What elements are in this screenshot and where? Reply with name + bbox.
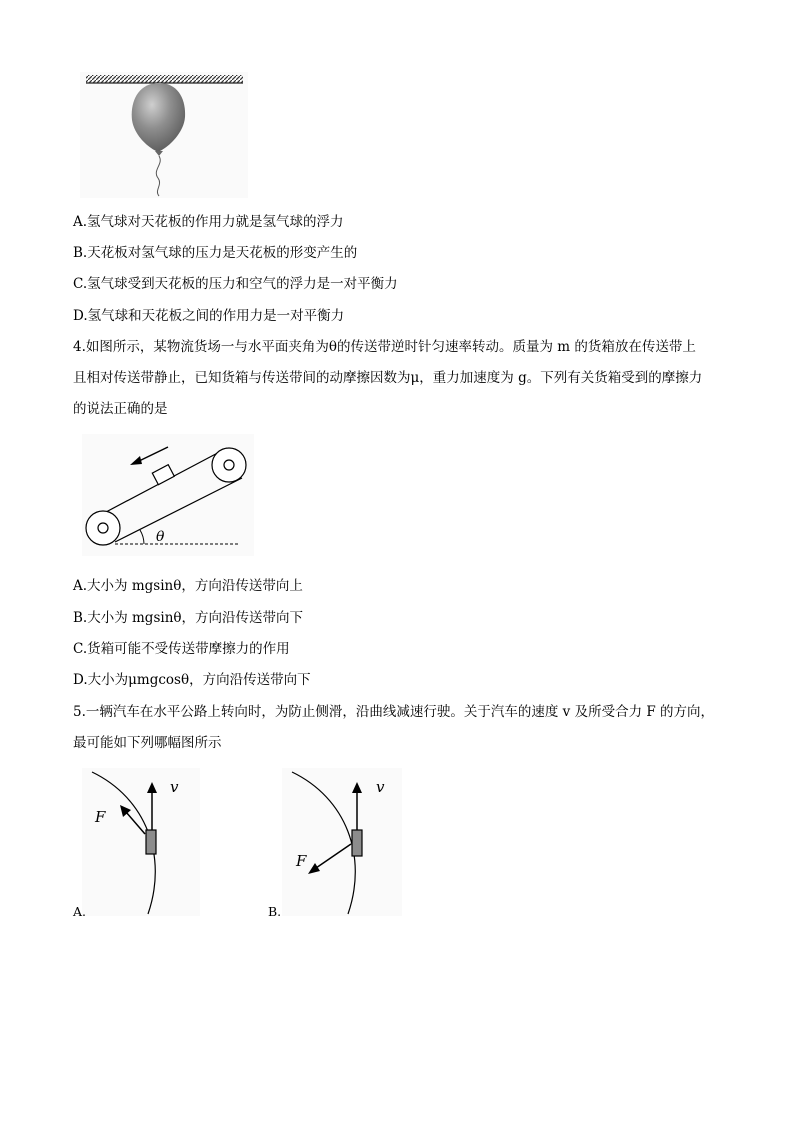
q3-option-c: C.氢气球受到天花板的压力和空气的浮力是一对平衡力 (73, 276, 398, 292)
q5-figure-a-caption: A. (73, 904, 87, 919)
q5-stem-line-2: 最可能如下列哪幅图所示 (73, 735, 222, 751)
q4-option-b: B.大小为 mgsinθ，方向沿传送带向下 (73, 610, 304, 626)
q5-figure-b (282, 768, 402, 916)
q4-option-a: A.大小为 mgsinθ，方向沿传送带向上 (73, 578, 303, 594)
q4-option-d: D.大小为μmgcosθ，方向沿传送带向下 (73, 672, 311, 688)
car (352, 830, 362, 856)
q4-stem-line-2: 且相对传送带静止，已知货箱与传送带间的动摩擦因数为μ，重力加速度为 g。下列有关货箱受到的摩擦力 (73, 370, 703, 386)
balloon-figure (80, 72, 248, 198)
q5-figure-a (82, 768, 200, 916)
q3-option-b: B.天花板对氢气球的压力是天花板的形变产生的 (73, 245, 358, 261)
q3-option-d: D.氢气球和天花板之间的作用力是一对平衡力 (73, 308, 345, 324)
f-label: F (95, 808, 106, 826)
v-label: v (376, 778, 385, 796)
q3-option-a: A.氢气球对天花板的作用力就是氢气球的浮力 (73, 214, 344, 230)
upper-roller (212, 448, 246, 482)
conveyor-figure (82, 434, 254, 556)
q5-figure-b-caption: B. (268, 904, 282, 919)
v-label: v (170, 778, 179, 796)
lower-roller (86, 511, 120, 545)
car (146, 830, 156, 854)
theta-label: θ (156, 529, 165, 545)
q5-stem-line-1: 5.一辆汽车在水平公路上转向时，为防止侧滑，沿曲线减速行驶。关于汽车的速度 v 及所受合力 F 的方向， (73, 704, 715, 720)
q4-option-c: C.货箱可能不受传送带摩擦力的作用 (73, 641, 290, 657)
ceiling (86, 75, 243, 83)
f-label: F (296, 852, 307, 870)
q4-stem-line-1: 4.如图所示，某物流货场一与水平面夹角为θ的传送带逆时针匀速率转动。质量为 m 的货箱放在传送带上 (73, 339, 696, 355)
q4-stem-line-3: 的说法正确的是 (73, 401, 168, 417)
